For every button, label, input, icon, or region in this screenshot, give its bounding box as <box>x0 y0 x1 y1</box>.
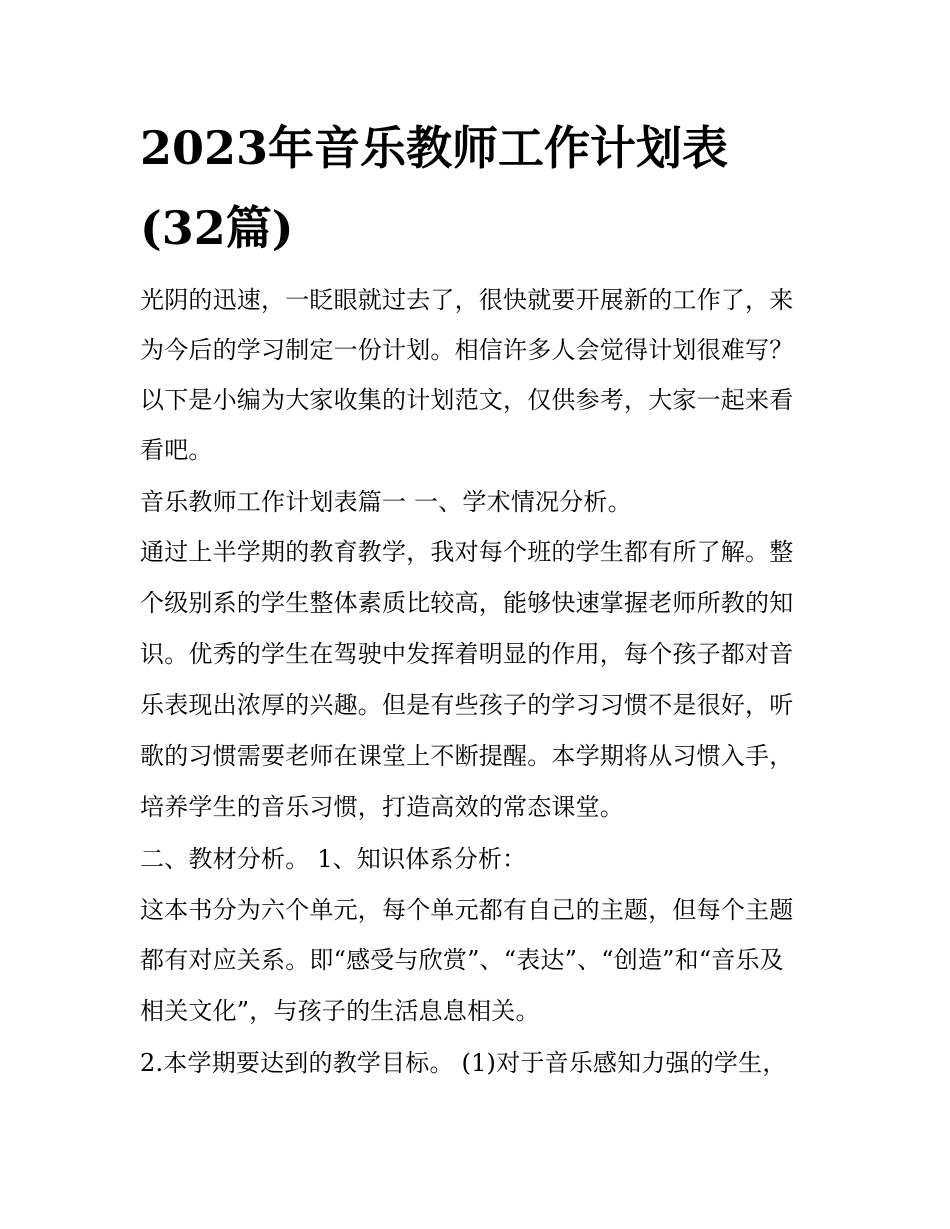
paragraph-line: 以下是小编为大家收集的计划范文，仅供参考，大家一起来看 <box>140 386 794 414</box>
document-title-line-2: (32篇) <box>140 201 294 255</box>
document-title-line-1: 2023年音乐教师工作计划表 <box>140 121 729 175</box>
paragraph-line: 相关文化”，与孩子的生活息息相关。 <box>140 997 540 1025</box>
paragraph-line: 为今后的学习制定一份计划。相信许多人会觉得计划很难写？ <box>140 336 794 364</box>
paragraph-line: 通过上半学期的教育教学，我对每个班的学生都有所了解。整 <box>140 538 794 566</box>
paragraph-line: 二、教材分析。 1、知识体系分析： <box>140 845 527 873</box>
paragraph-line: 这本书分为六个单元，每个单元都有自己的主题，但每个主题 <box>140 896 794 924</box>
paragraph-line: 2.本学期要达到的教学目标。 (1)对于音乐感知力强的学生， <box>140 1049 787 1077</box>
paragraph-line: 歌的习惯需要老师在课堂上不断提醒。本学期将从习惯入手， <box>140 742 794 770</box>
paragraph-line: 都有对应关系。即“感受与欣赏”、“表达”、“创造”和“音乐及 <box>140 946 784 974</box>
paragraph-line: 识。优秀的学生在驾驶中发挥着明显的作用，每个孩子都对音 <box>140 640 794 668</box>
paragraph-line: 光阴的迅速，一眨眼就过去了，很快就要开展新的工作了，来 <box>140 286 794 314</box>
paragraph-line: 培养学生的音乐习惯，打造高效的常态课堂。 <box>140 793 624 821</box>
paragraph-line: 看吧。 <box>140 436 213 464</box>
paragraph-line: 音乐教师工作计划表篇一 一、学术情况分析。 <box>140 488 632 516</box>
paragraph-line: 个级别系的学生整体素质比较高，能够快速掌握老师所教的知 <box>140 589 794 617</box>
paragraph-line: 乐表现出浓厚的兴趣。但是有些孩子的学习习惯不是很好，听 <box>140 691 794 719</box>
